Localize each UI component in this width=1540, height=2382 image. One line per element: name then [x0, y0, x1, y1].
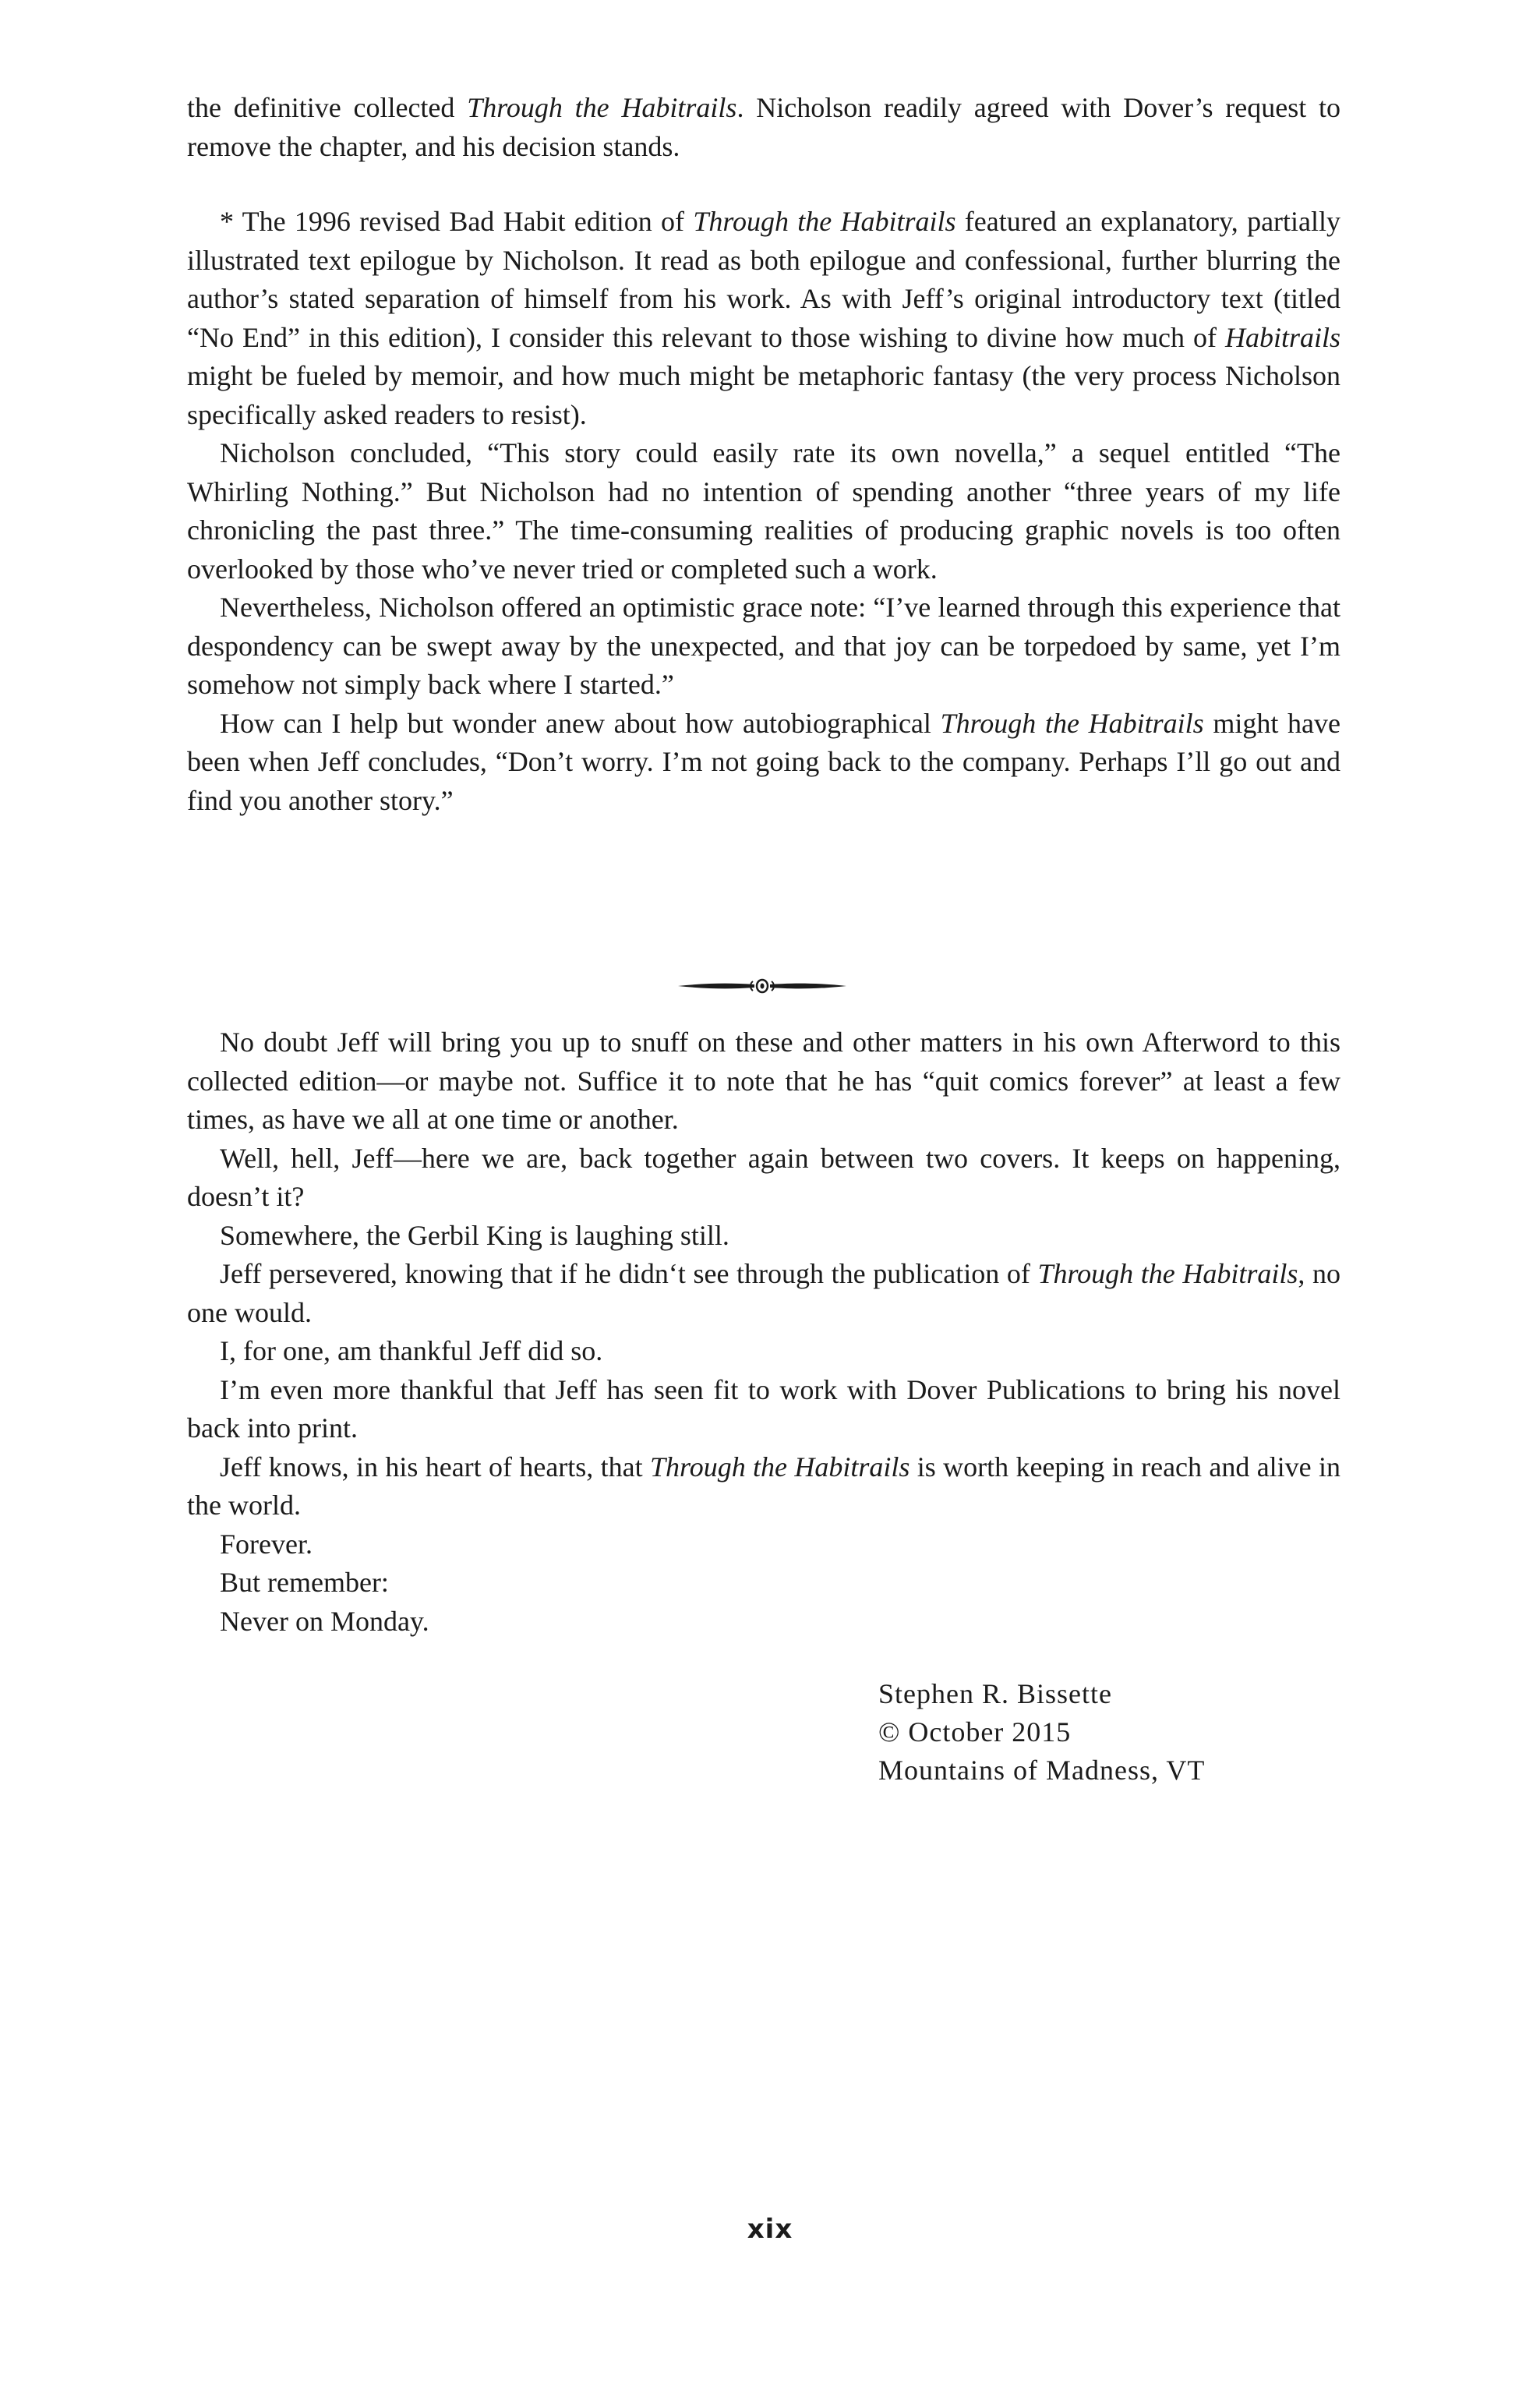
copyright-date: © October 2015	[878, 1716, 1072, 1748]
paragraph-thankful: I, for one, am thankful Jeff did so.	[220, 1335, 603, 1366]
paragraph-but-remember: But remember:	[220, 1567, 389, 1598]
paragraph-more-thankful: I’m even more thankful that Jeff has seen fit to work with Dover Publications to bring his novel back into print.	[187, 1373, 1340, 1444]
paragraph-back-together: Well, hell, Jeff—here we are, back together again between two covers. It keeps on happening, doesn’t it?	[187, 1142, 1340, 1212]
paragraph-autobiographical: How can I help but wonder anew about how autobiographical Through the Habitrails might have been when Jeff concludes, “Don’t worry. I’m not going back to the company. Perhaps I’ll go out and find you another story.”	[187, 707, 1341, 816]
flourish-divider-icon	[676, 974, 848, 998]
upper-text-section	[187, 89, 1340, 820]
paragraph-whirling-nothing: Nicholson concluded, “This story could easily rate its own novella,” a sequel entitled “The Whirling Nothing.” But Nicholson had no intention of spending another “three years of my life chronicling the past three.” The time-consuming realities of producing graphic novels is too often overlooked by those who’ve never tried or completed such a work.	[187, 437, 1340, 585]
author-name: Stephen R. Bissette	[878, 1678, 1112, 1709]
lower-text-section	[187, 1023, 1340, 1641]
paragraph-footnote-epilogue: * The 1996 revised Bad Habit edition of Through the Habitrails featured an explanatory, partially illustrated text epilogue by Nicholson. It read as both epilogue and confessional, further blurring the author’s stated separation of himself from his work. As with Jeff’s original introductory text (titled “No End” in this edition), I consider this relevant to those wishing to divine how much of Habitrails might be fueled by memoir, and how much might be metaphoric fantasy (the very process Nicholson specifically asked readers to resist).	[187, 206, 1341, 430]
paragraph-forever: Forever.	[220, 1528, 313, 1560]
paragraph-definitive-edition: the definitive collected Through the Habitrails. Nicholson readily agreed with Dover’s request to remove the chapter, and his decision stands.	[187, 92, 1341, 162]
paragraph-persevered: Jeff persevered, knowing that if he didn‘t see through the publication of Through the Habitrails, no one would.	[187, 1258, 1340, 1328]
paragraph-never-on-monday: Never on Monday.	[220, 1605, 429, 1637]
author-signature-block	[878, 1675, 1205, 1790]
author-location: Mountains of Madness, VT	[878, 1755, 1206, 1786]
paragraph-afterword: No doubt Jeff will bring you up to snuff on these and other matters in his own Afterword to this collected edition—or maybe not. Suffice it to note that he has “quit comics forever” at least a few times, as have we all at one time or another.	[187, 1027, 1340, 1135]
paragraph-grace-note: Nevertheless, Nicholson offered an optimistic grace note: “I’ve learned through this experience that despondency can be swept away by the unexpected, and that joy can be torpedoed by same, yet I’m somehow not simply back where I started.”	[187, 592, 1340, 700]
paragraph-worth-keeping: Jeff knows, in his heart of hearts, that Through the Habitrails is worth keeping in reach and alive in the world.	[187, 1451, 1341, 1521]
paragraph-gerbil-king: Somewhere, the Gerbil King is laughing still.	[220, 1219, 729, 1251]
page-number: xix	[747, 2214, 793, 2245]
